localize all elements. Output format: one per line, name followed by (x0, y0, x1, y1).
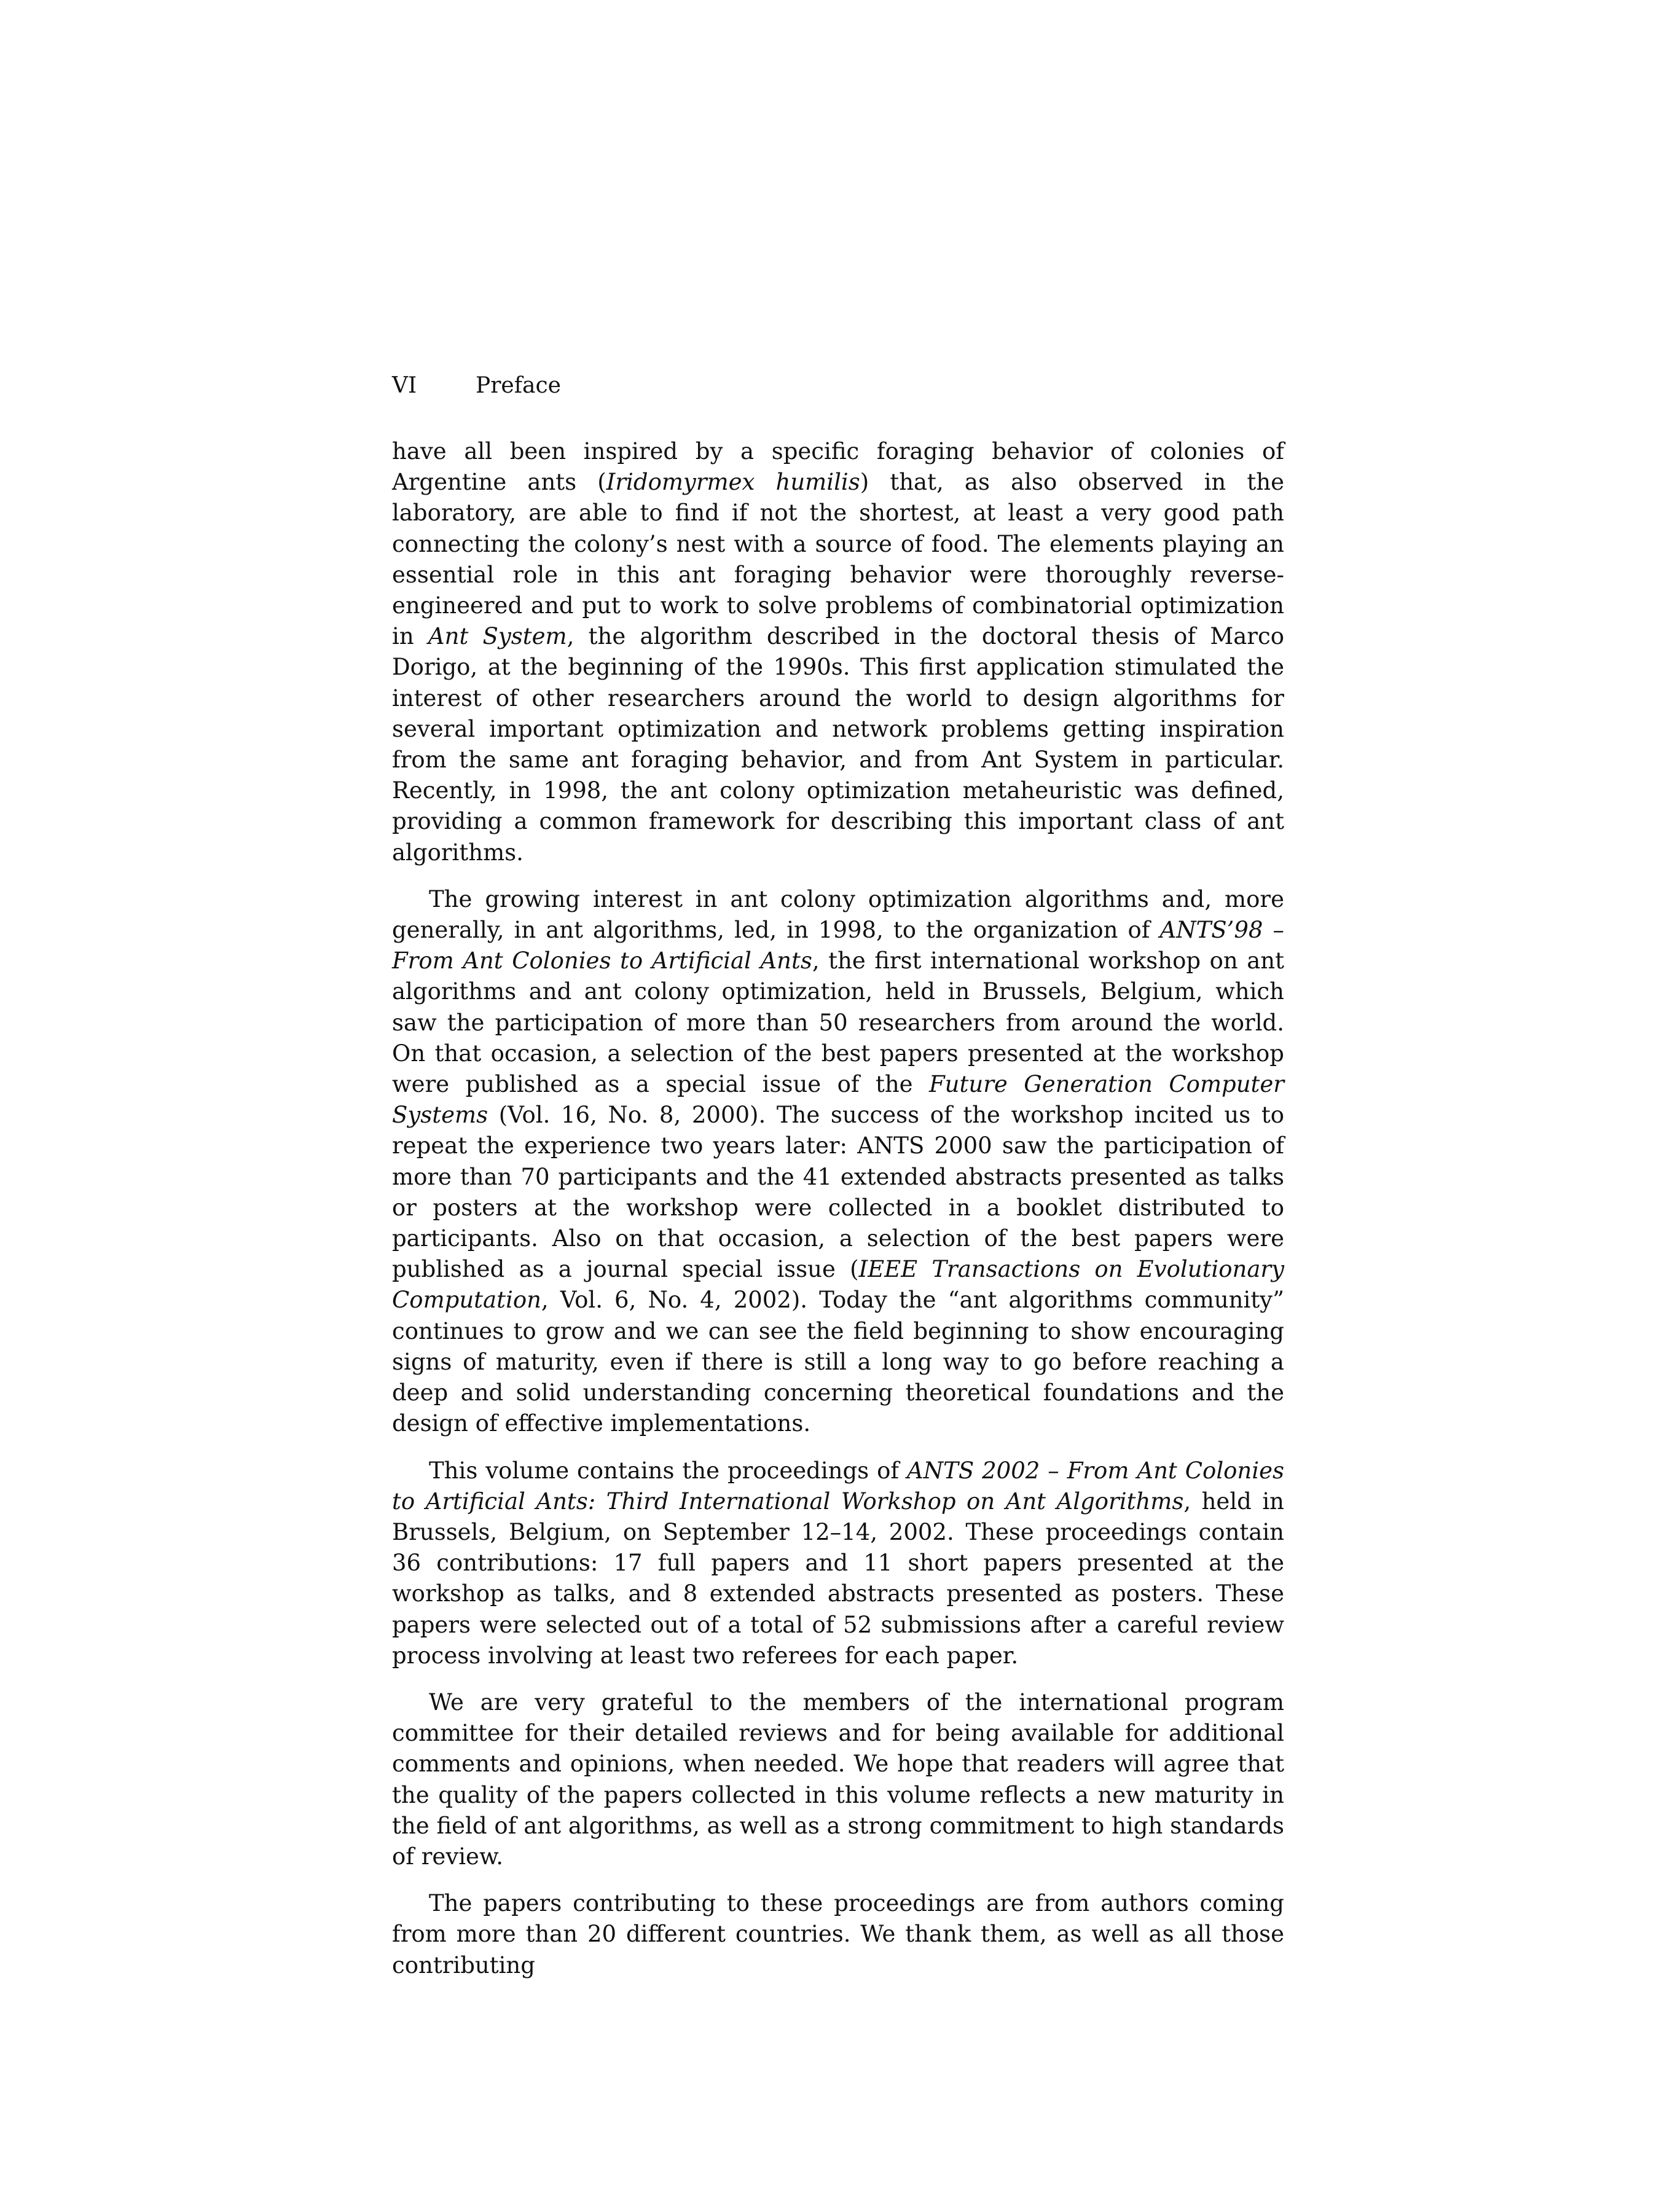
italic-text-run: Ant System (428, 623, 567, 650)
text-run: , the algorithm described in the doctoral thesis of Marco Dorigo, at the beginning of the 1990s. This first application stimulated the interest of other researchers around the world to design algorithms for several important optimization and network problems getting inspiration from the same ant foraging behavior, and from Ant System in particular. Recently, in 1998, the ant colony optimization metaheuristic was defined, providing a common framework for describing this important class of ant algorithms. (392, 623, 1284, 866)
paragraph (392, 1687, 1284, 1872)
page-number: VI (392, 373, 417, 398)
italic-text-run: ANTS 2002 – From Ant Colonies to Artificial Ants: Third International Workshop on Ant Algorithms (392, 1457, 1284, 1515)
text-run: (Vol. 16, No. 8, 2000). The success of the workshop incited us to repeat the experience two years later: ANTS 2000 saw the participation of more than 70 participants and the 41 extended abstracts presented as talks or posters at the workshop were collected in a booklet distributed to participants. Also on that occasion, a selection of the best papers were published as a journal special issue ( (392, 1102, 1284, 1283)
text-run: ) that, as also observed in the laboratory, are able to find if not the shortest, at least a very good path connecting the colony’s nest with a source of food. The elements playing an essential role in this ant foraging behavior were thoroughly reverse-engineered and put to work to solve problems of combinatorial optimization in (392, 469, 1284, 650)
paragraph (392, 1888, 1284, 1981)
text-run: , held in Brussels, Belgium, on September 12–14, 2002. These proceedings contain 36 contributions: 17 full papers and 11 short papers presented at the workshop as talks, and 8 extended abstracts presented as posters. These papers were selected out of a total of 52 submissions after a careful review process involving at least two referees for each paper. (392, 1488, 1284, 1669)
text-run: , Vol. 6, No. 4, 2002). Today the “ant algorithms community” continues to grow and we can see the field beginning to show encouraging signs of maturity, even if there is still a long way to go before reaching a deep and solid understanding concerning theoretical foundations and the design of effective implementations. (392, 1287, 1284, 1437)
italic-text-run: IEEE Transactions on Evolutionary Computation (392, 1256, 1284, 1314)
text-run: , the first international workshop on ant algorithms and ant colony optimization, held in Brussels, Belgium, which saw the participation of more than 50 researchers from around the world. On that occasion, a selection of the best papers presented at the workshop were published as a special issue of the (392, 947, 1284, 1098)
paragraph (392, 436, 1284, 868)
body-text (392, 436, 1284, 1981)
section-title: Preface (476, 373, 561, 398)
text-run: have all been inspired by a specific foraging behavior of colonies of Argentine ants ( (392, 438, 1284, 496)
text-run: This volume contains the proceedings of (429, 1457, 908, 1484)
running-head (392, 367, 1289, 404)
paragraph (392, 1456, 1284, 1671)
text-run: We are very grateful to the members of the international program committee for their detailed reviews and for being available for additional comments and opinions, when needed. We hope that readers will agree that the quality of the papers collected in this volume reflects a new maturity in the field of ant algorithms, as well as a strong commitment to high standards of review. (392, 1688, 1284, 1870)
italic-text-run: Future Generation Computer Systems (392, 1071, 1284, 1129)
text-run: The growing interest in ant colony optimization algorithms and, more generally, in ant algorithms, led, in 1998, to the organization of (392, 885, 1284, 944)
text-run: The papers contributing to these proceedings are from authors coming from more than 20 different countries. We thank them, as well as all those contributing (392, 1890, 1284, 1979)
paragraph (392, 884, 1284, 1440)
italic-text-run: ANTS’98 – From Ant Colonies to Artificial Ants (392, 917, 1284, 975)
italic-text-run: Iridomyrmex humilis (606, 469, 860, 496)
